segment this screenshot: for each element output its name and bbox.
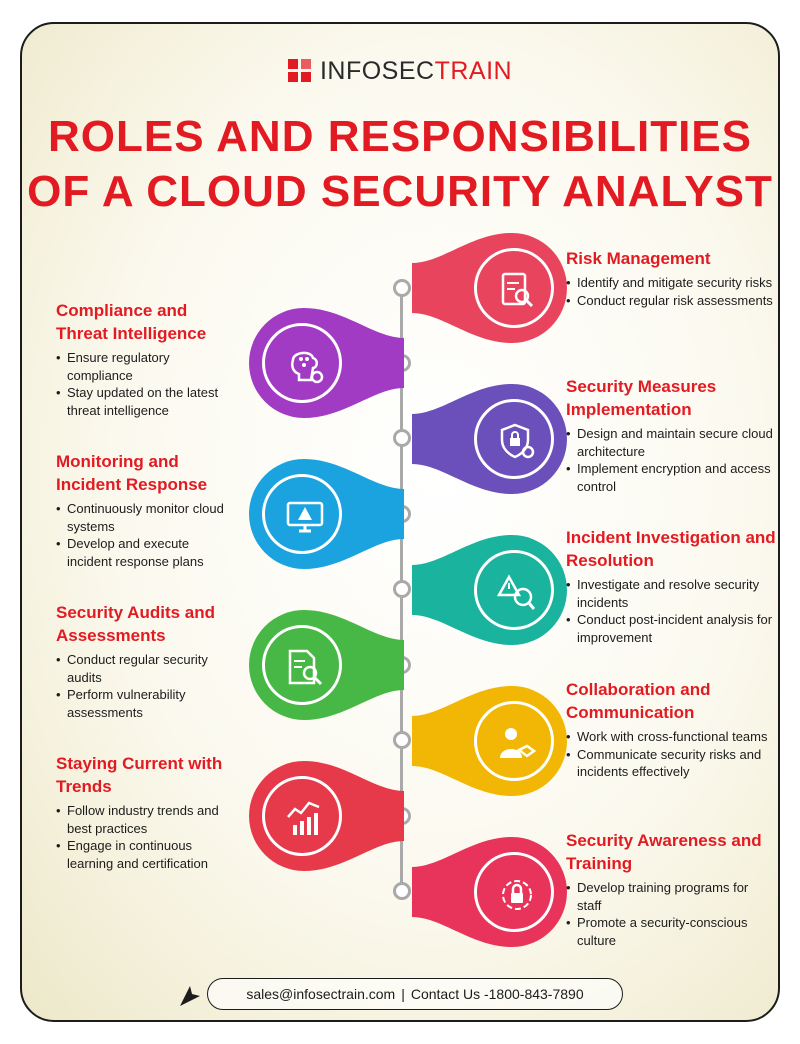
role-bullet: • Develop and execute incident response plans: [56, 535, 236, 570]
timeline-node: [393, 279, 411, 297]
brand-logo: [0, 56, 800, 86]
monitor-alert-icon: [262, 474, 342, 554]
role-bullet: • Investigate and resolve security incidents: [566, 576, 776, 611]
bubble-security-awareness: [412, 837, 572, 947]
page-title-line-1: ROLES AND RESPONSIBILITIES: [47, 112, 752, 161]
bubble-risk-management: [412, 233, 572, 343]
bubble-monitoring: [244, 459, 404, 569]
timeline-node: [393, 580, 411, 598]
role-bullet: • Conduct regular security audits: [56, 651, 236, 686]
role-bullet: • Identify and mitigate security risks: [566, 274, 776, 292]
role-bullet: • Develop training programs for staff: [566, 879, 776, 914]
handshake-user-icon: [474, 701, 554, 781]
role-bullet: • Perform vulnerability assessments: [56, 686, 236, 721]
cursor-arrow-icon: [176, 980, 206, 1010]
role-bullet: • Work with cross-functional teams: [566, 728, 776, 746]
shield-lock-gear-icon: [474, 399, 554, 479]
risk-report-search-icon: [474, 248, 554, 328]
bubble-collaboration: [412, 686, 572, 796]
bubble-compliance: [244, 308, 404, 418]
document-search-icon: [262, 625, 342, 705]
timeline-node: [393, 429, 411, 447]
bubble-audits: [244, 610, 404, 720]
role-bullet: • Stay updated on the latest threat intelligence: [56, 384, 236, 419]
role-bullet: • Promote a security-conscious culture: [566, 914, 776, 949]
role-trends: [56, 752, 236, 872]
timeline-node: [393, 731, 411, 749]
separator: |: [401, 986, 405, 1002]
contact-bar[interactable]: [207, 978, 623, 1010]
role-bullet: • Design and maintain secure cloud architecture: [566, 425, 776, 460]
role-bullet: • Continuously monitor cloud systems: [56, 500, 236, 535]
role-compliance: [56, 299, 236, 419]
role-risk-management: [566, 247, 776, 309]
timeline-node: [393, 882, 411, 900]
role-bullet: • Follow industry trends and best practices: [56, 802, 236, 837]
bubble-security-measures: [412, 384, 572, 494]
role-security-awareness: [566, 829, 776, 949]
role-title: Security Awareness and Training: [566, 831, 762, 873]
bubble-trends: [244, 761, 404, 871]
role-title: Collaboration and Communication: [566, 680, 711, 722]
role-bullet: • Implement encryption and access control: [566, 460, 776, 495]
role-bullet: • Conduct regular risk assessments: [566, 292, 776, 310]
role-bullet: • Conduct post-incident analysis for improvement: [566, 611, 776, 646]
role-incident-investigation: [566, 526, 776, 646]
page-title-line-2: OF A CLOUD SECURITY ANALYST: [27, 167, 773, 216]
email-link[interactable]: sales@infosectrain.com: [246, 986, 396, 1002]
brand-name: INFOSECTRAIN: [319, 56, 513, 85]
trend-chart-icon: [262, 776, 342, 856]
role-title: Security Measures Implementation: [566, 377, 717, 419]
role-title: Incident Investigation and Resolution: [566, 528, 776, 570]
role-bullet: • Engage in continuous learning and certification: [56, 837, 236, 872]
logo-mark-icon: [288, 59, 312, 83]
role-title: Security Audits and Assessments: [56, 603, 216, 645]
role-audits: [56, 601, 236, 721]
bubble-incident-investigation: [412, 535, 572, 645]
role-title: Compliance and Threat Intelligence: [56, 301, 207, 343]
alert-magnifier-icon: [474, 550, 554, 630]
fingerprint-lock-icon: [474, 852, 554, 932]
brain-network-gear-icon: [262, 323, 342, 403]
role-monitoring: [56, 450, 236, 570]
contact-phone[interactable]: Contact Us -1800-843-7890: [410, 986, 584, 1002]
role-title: Staying Current with Trends: [56, 754, 223, 796]
role-title: Monitoring and Incident Response: [56, 452, 208, 494]
role-security-measures: [566, 375, 776, 495]
role-bullet: • Ensure regulatory compliance: [56, 349, 236, 384]
role-collaboration: [566, 678, 776, 781]
role-bullet: • Communicate security risks and incidents effectively: [566, 746, 776, 781]
role-title: Risk Management: [566, 249, 711, 268]
